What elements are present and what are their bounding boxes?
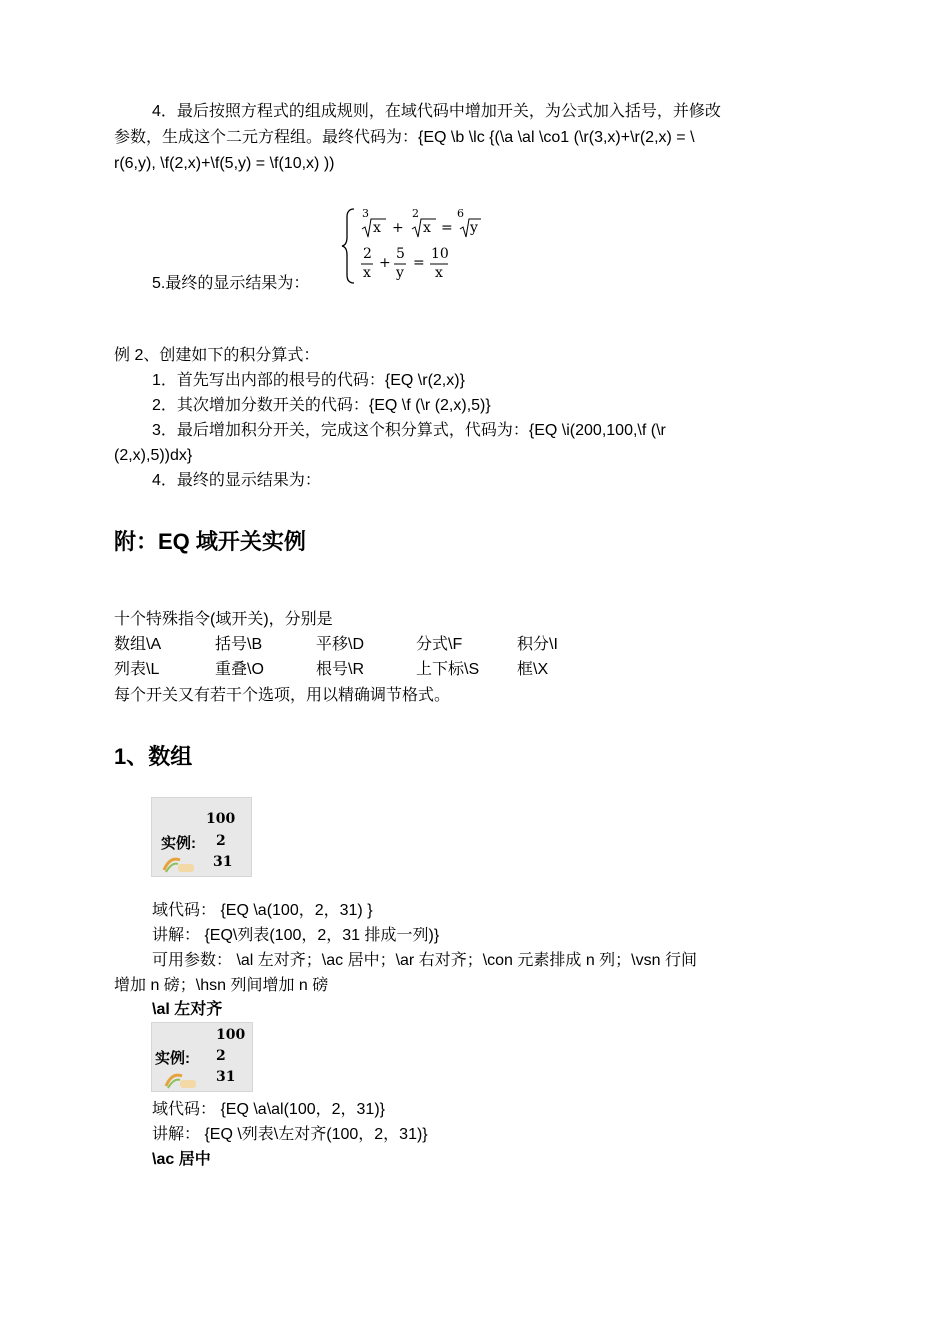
intro-text: 十个特殊指令(域开关)，分别是 — [114, 611, 333, 628]
operator: + — [392, 220, 404, 236]
array-value: 31 — [213, 854, 233, 870]
paragraph-line: r(6,y), \f(2,x)+\f(5,y) = \f(10,x) )) — [114, 155, 335, 172]
example-image — [151, 1022, 253, 1092]
array-value: 2 — [216, 833, 226, 849]
radicand: y — [470, 220, 478, 236]
operator: = — [413, 255, 425, 271]
section-heading: 附：EQ 域开关实例 — [114, 529, 306, 554]
array-value: 2 — [216, 1048, 226, 1064]
operator: + — [379, 255, 391, 271]
radicand: x — [423, 220, 431, 236]
example-image — [151, 797, 252, 877]
paragraph-line: 4．最后按照方程式的组成规则，在域代码中增加开关，为公式加入括号，并修改 — [152, 103, 721, 120]
subsection-title: \al 左对齐 — [152, 1001, 223, 1018]
fraction-numerator: 2 — [363, 246, 372, 262]
field-code: 域代码： {EQ \a\al(100，2，31)} — [152, 1101, 385, 1118]
step-label: 5.最终的显示结果为： — [152, 275, 310, 292]
array-value: 100 — [206, 811, 236, 827]
switch-item: 数组\A — [114, 636, 162, 653]
radicand: x — [373, 220, 381, 236]
parameters: 增加 n 磅；\hsn 列间增加 n 磅 — [114, 977, 329, 994]
equation-system — [340, 205, 490, 287]
example-label: 实例: — [161, 835, 196, 852]
step-line: (2,x),5))dx} — [114, 447, 193, 464]
example-title: 例 2、创建如下的积分算式： — [114, 347, 320, 364]
array-value: 100 — [216, 1027, 246, 1043]
radical-index: 6 — [457, 207, 464, 220]
fraction-numerator: 5 — [396, 246, 405, 262]
fraction-denominator: x — [435, 265, 443, 281]
watermark-logo-icon — [160, 852, 196, 874]
section-heading: 1、数组 — [114, 744, 193, 769]
switch-item: 列表\L — [114, 661, 160, 678]
radical-index: 2 — [412, 207, 419, 220]
fraction-denominator: y — [396, 265, 404, 281]
example-label: 实例: — [155, 1050, 190, 1067]
array-value: 31 — [216, 1069, 236, 1085]
switch-item: 框\X — [517, 661, 549, 678]
switch-item: 上下标\S — [416, 661, 480, 678]
switch-item: 分式\F — [416, 636, 463, 653]
fraction-denominator: x — [363, 265, 371, 281]
step-line: 2．其次增加分数开关的代码：{EQ \f (\r (2,x),5)} — [152, 397, 491, 414]
explanation: 讲解： {EQ\列表(100，2，31 排成一列)} — [152, 927, 440, 944]
paragraph-line: 参数，生成这个二元方程组。最终代码为：{EQ \b \lc {(\a \al \co1 (\r(3,x)+\r(2,x) = \ — [114, 129, 695, 146]
explanation: 讲解： {EQ \列表\左对齐(100，2，31)} — [152, 1126, 428, 1143]
switch-item: 根号\R — [316, 661, 365, 678]
switch-item: 重叠\O — [215, 661, 264, 678]
field-code: 域代码： {EQ \a(100，2，31) } — [152, 902, 373, 919]
note-text: 每个开关又有若干个选项，用以精确调节格式。 — [114, 687, 451, 704]
switch-item: 括号\B — [215, 636, 263, 653]
parameters: 可用参数： \al 左对齐；\ac 居中；\ar 右对齐；\con 元素排成 n 列；\vsn 行间 — [152, 952, 697, 969]
watermark-logo-icon — [162, 1068, 198, 1090]
operator: = — [441, 220, 453, 236]
step-line: 3．最后增加积分开关，完成这个积分算式，代码为：{EQ \i(200,100,\f (\r — [152, 422, 666, 439]
radical-index: 3 — [362, 207, 369, 220]
subsection-title: \ac 居中 — [152, 1151, 211, 1168]
switch-item: 平移\D — [316, 636, 365, 653]
switch-item: 积分\I — [517, 636, 558, 653]
fraction-numerator: 10 — [431, 246, 449, 262]
step-line: 1．首先写出内部的根号的代码：{EQ \r(2,x)} — [152, 372, 465, 389]
step-line: 4．最终的显示结果为： — [152, 472, 321, 489]
